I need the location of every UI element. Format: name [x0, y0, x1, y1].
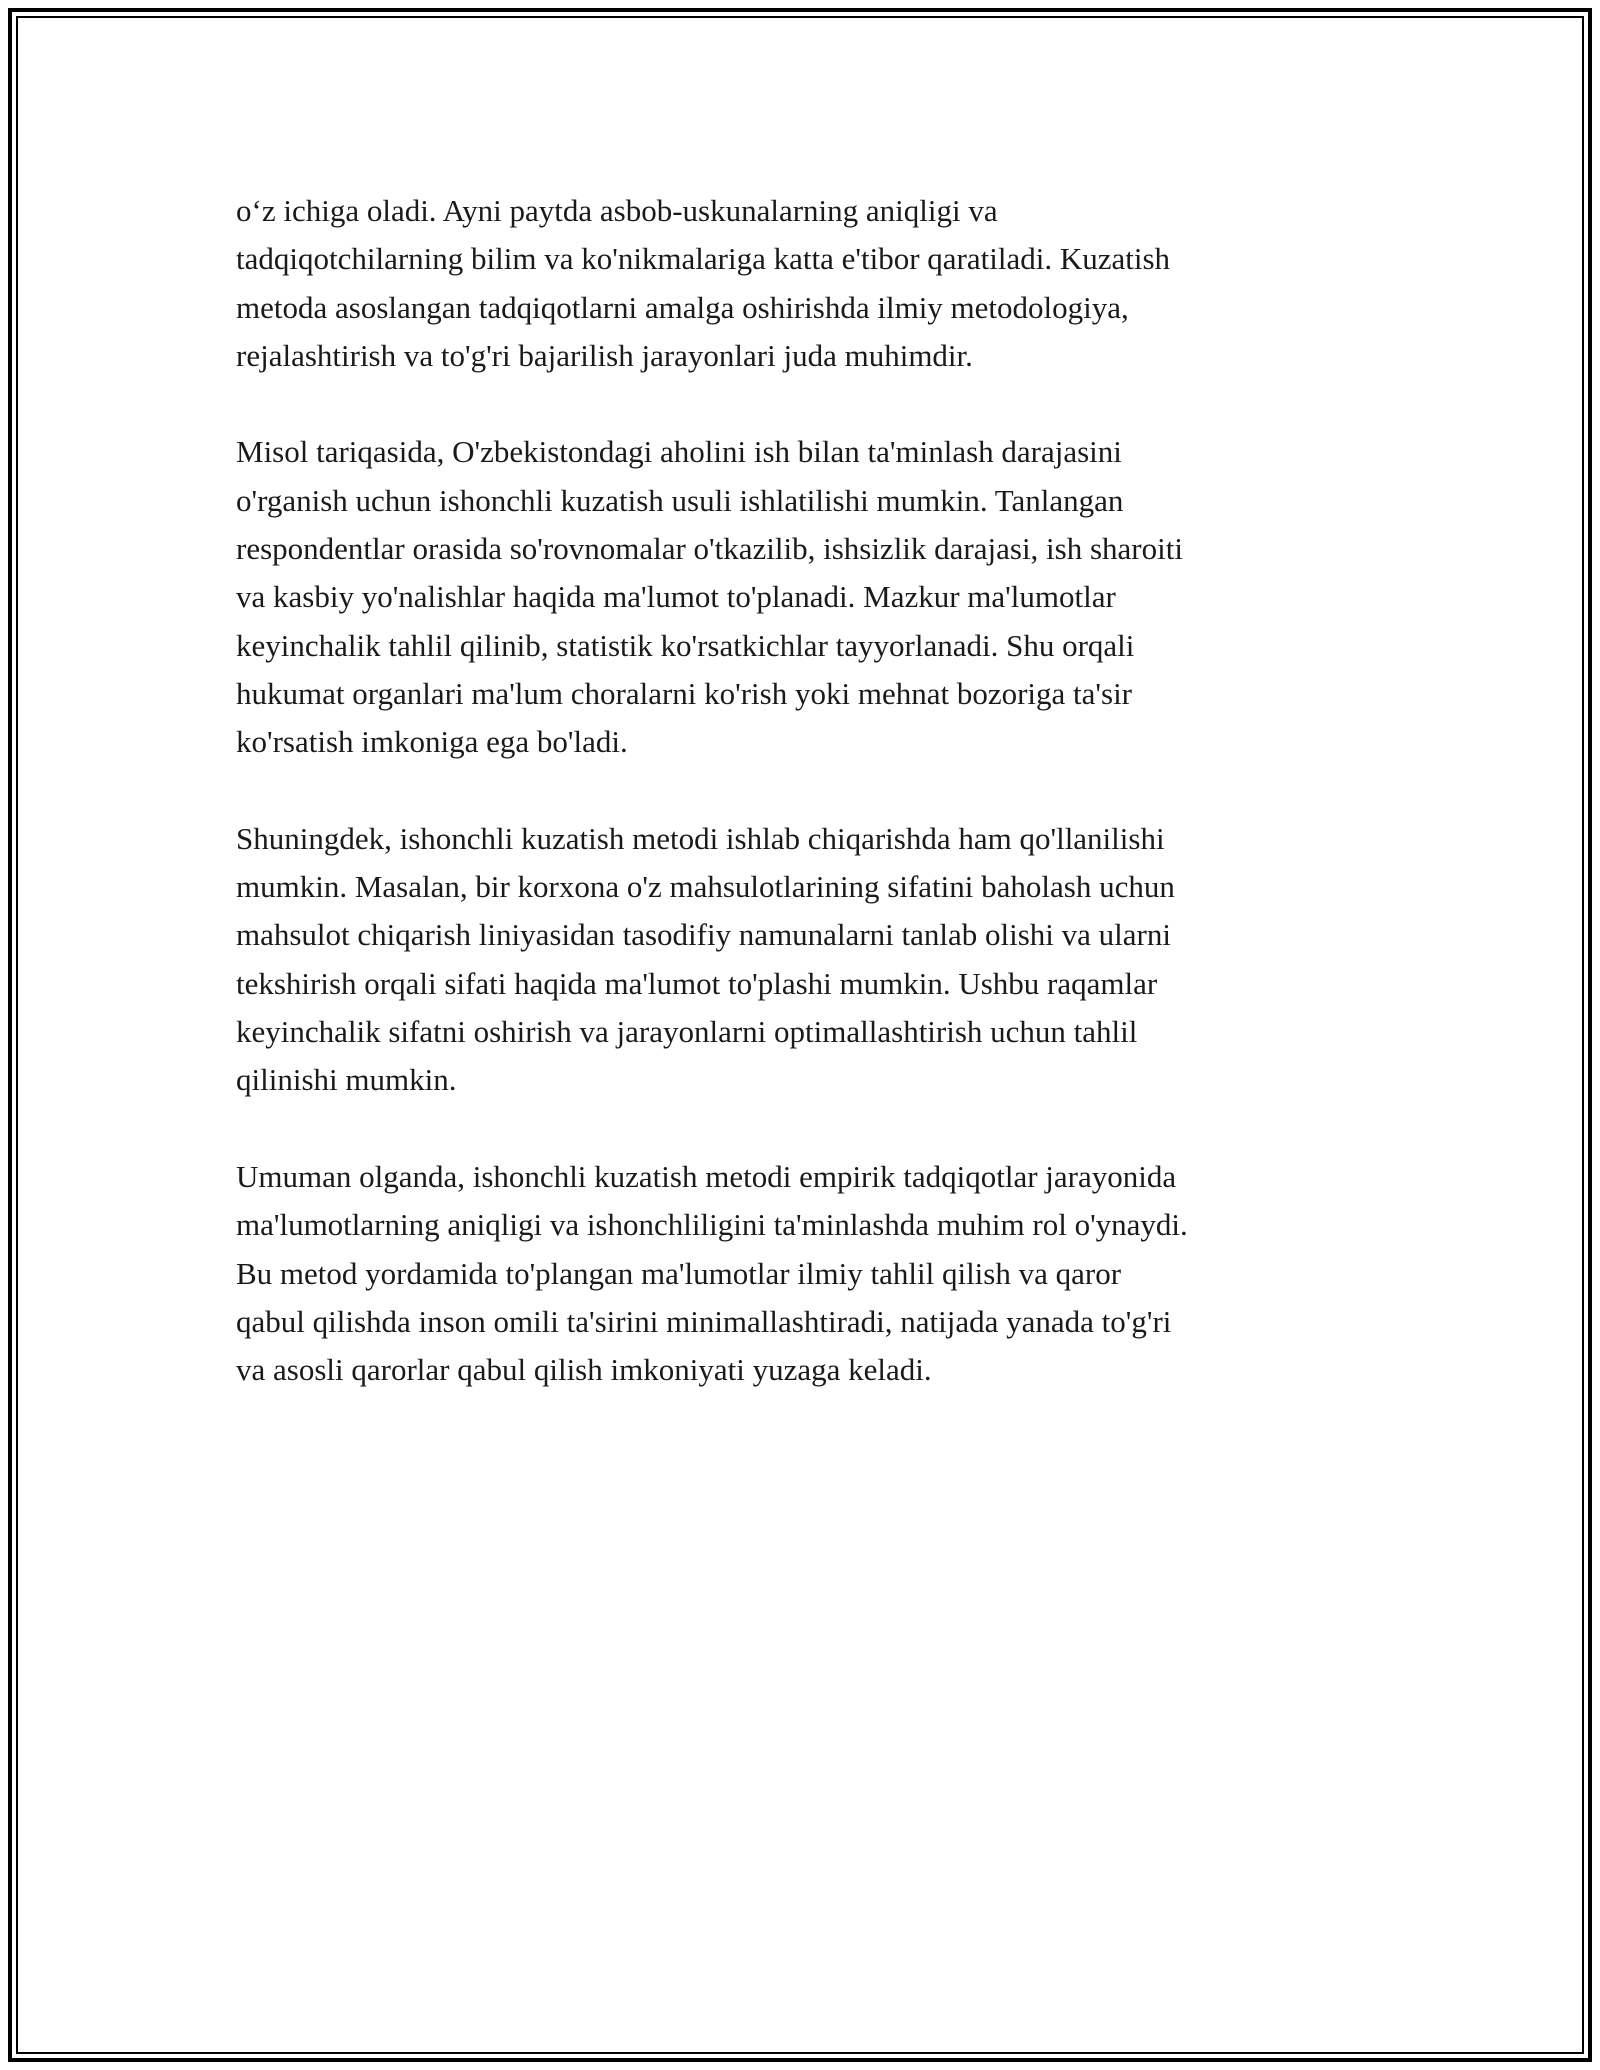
text-line: o'rganish uchun ishonchli kuzatish usuli ishlatilishi mumkin. Tanlangan [236, 482, 1124, 518]
paragraph-2 [236, 428, 1376, 766]
text-line: va kasbiy yo'nalishlar haqida ma'lumot to'planadi. Mazkur ma'lumotlar [236, 579, 1116, 615]
text-line: keyinchalik tahlil qilinib, statistik ko'rsatkichlar tayyorlanadi. Shu orqali [236, 627, 1135, 663]
text-line: mahsulot chiqarish liniyasidan tasodifiy namunalarni tanlab olishi va ularni [236, 917, 1171, 953]
text-line: tadqiqotchilarning bilim va ko'nikmalariga katta e'tibor qaratiladi. Kuzatish [236, 241, 1171, 277]
text-line: metoda asoslangan tadqiqotlarni amalga oshirishda ilmiy metodologiya, [236, 289, 1129, 325]
text-line: ko'rsatish imkoniga ega bo'ladi. [236, 724, 628, 760]
text-line: Umuman olganda, ishonchli kuzatish metodi empirik tadqiqotlar jarayonida [236, 1158, 1177, 1194]
text-line: va asosli qarorlar qabul qilish imkoniyati yuzaga keladi. [236, 1352, 932, 1388]
paragraph-4 [236, 1153, 1376, 1394]
text-line: ma'lumotlarning aniqligi va ishonchliligini ta'minlashda muhim rol o'ynaydi. [236, 1207, 1188, 1243]
text-line: o‘z ichiga oladi. Ayni paytda asbob-uskunalarning aniqligi va [236, 193, 998, 228]
document-body [236, 187, 1376, 1443]
text-line: respondentlar orasida so'rovnomalar o'tkazilib, ishsizlik darajasi, ish sharoiti [236, 531, 1183, 567]
text-line: Misol tariqasida, O'zbekistondagi aholini ish bilan ta'minlash darajasini [236, 434, 1122, 470]
text-line: qabul qilishda inson omili ta'sirini minimallashtiradi, natijada yanada to'g'ri [236, 1303, 1172, 1339]
paragraph-1 [236, 187, 1376, 380]
text-line: qilinishi mumkin. [236, 1062, 457, 1098]
text-line: Shuningdek, ishonchli kuzatish metodi ishlab chiqarishda ham qo'llanilishi [236, 820, 1165, 856]
text-line: keyinchalik sifatni oshirish va jarayonlarni optimallashtirish uchun tahlil [236, 1014, 1138, 1050]
text-line: tekshirish orqali sifati haqida ma'lumot to'plashi mumkin. Ushbu raqamlar [236, 965, 1158, 1001]
paragraph-3 [236, 815, 1376, 1105]
text-line: rejalashtirish va to'g'ri bajarilish jarayonlari juda muhimdir. [236, 337, 973, 373]
text-line: Bu metod yordamida to'plangan ma'lumotlar ilmiy tahlil qilish va qaror [236, 1255, 1122, 1291]
text-line: mumkin. Masalan, bir korxona o'z mahsulotlarining sifatini baholash uchun [236, 869, 1175, 905]
text-line: hukumat organlari ma'lum choralarni ko'rish yoki mehnat bozoriga ta'sir [236, 675, 1133, 711]
